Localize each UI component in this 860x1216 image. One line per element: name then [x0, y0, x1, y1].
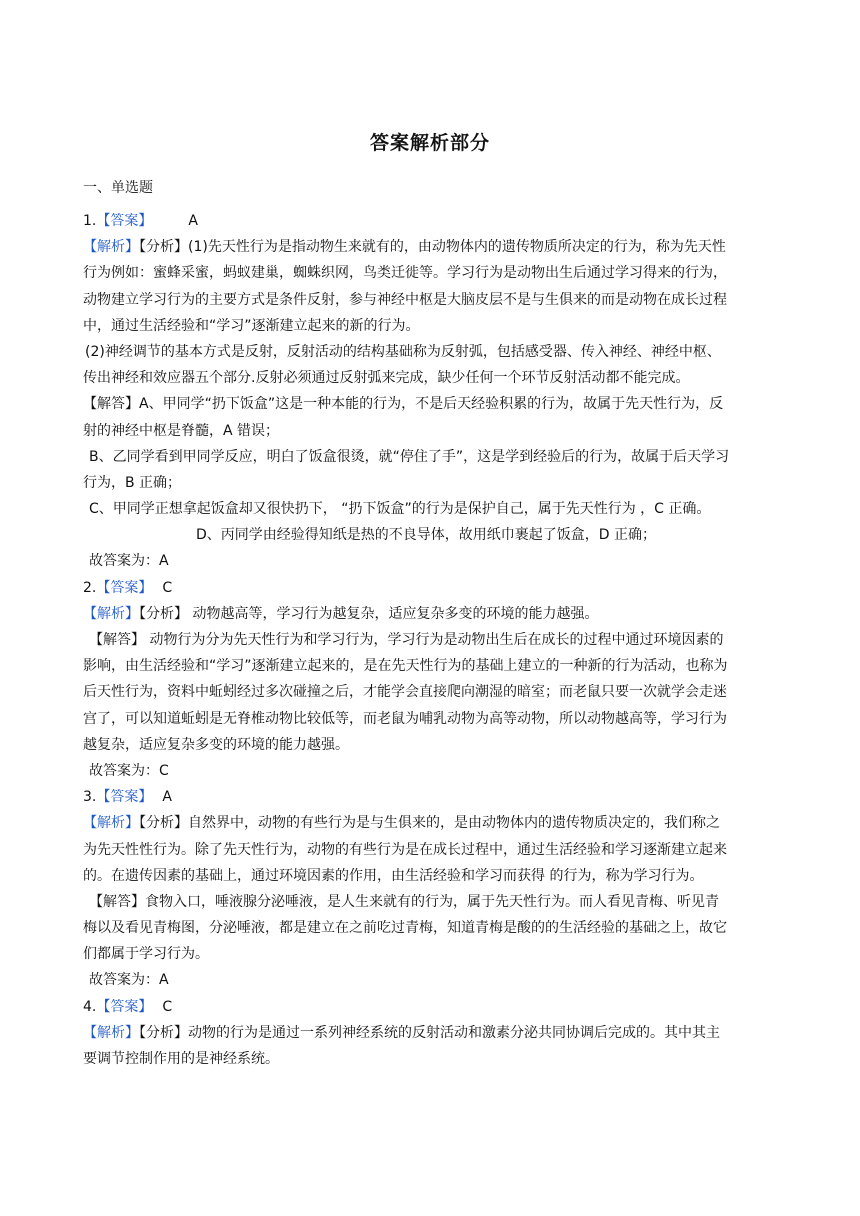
q1-solution-line-3: B、乙同学看到甲同学反应，明白了饭盒很烫，就“停住了手”，这是学到经验后的行为，故属于后天学习 — [89, 448, 730, 465]
q1-analysis-line-2: 行为例如：蜜蜂采蜜，蚂蚁建巢，蜘蛛织网，鸟类迁徙等。学习行为是动物出生后通过学习得来的行为， — [83, 265, 727, 282]
q3-solution-line-2: 梅以及看见青梅图，分泌唾液，都是建立在之前吃过青梅，知道青梅是酸的的生活经验的基础之上，故它 — [83, 920, 727, 937]
q1-solution-line-6: D、丙同学由经验得知纸是热的不良导体，故用纸巾裹起了饭盒，D 正确； — [196, 527, 657, 544]
q3-analysis-line-1 — [83, 810, 778, 836]
q2-jieda-tag: 【解答】 — [89, 632, 145, 648]
q1-jieda-tag: 【解答】 — [83, 396, 139, 413]
q1-solution-text-1: A、甲同学“扔下饭盒”这是一种本能的行为，不是后天经验积累的行为，故属于先天性行为，反 — [139, 396, 724, 413]
q2-answer-value: C — [162, 579, 173, 596]
q2-answer-line — [83, 575, 778, 601]
q3-final-answer: 故答案为：A — [89, 972, 169, 989]
q2-solution-text-1: 动物行为分为先天性行为和学习行为，学习行为是动物出生后在成长的过程中通过环境因素的 — [145, 632, 724, 648]
q1-answer-tag: 【答案】 — [96, 213, 153, 229]
answer-content — [83, 208, 778, 1072]
q1-analysis-line-5: (2)神经调节的基本方式是反射，反射活动的结构基础称为反射弧，包括感受器、传入神经、神经中枢、 — [85, 343, 721, 360]
q1-solution-line-1 — [83, 391, 778, 417]
q3-fenxi-tag: 【分析】 — [139, 815, 188, 832]
q4-analysis-line-2: 要调节控制作用的是神经系统。 — [83, 1051, 279, 1067]
q3-solution-text-1: 食物入口，唾液腺分泌唾液，是人生来就有的行为，属于先天性行为。而人看见青梅、听见青 — [145, 893, 719, 910]
q2-jiexi-tag: 【解析】 — [83, 605, 139, 622]
q1-analysis-line-6: 传出神经和效应器五个部分.反射必须通过反射弧来完成，缺少任何一个环节反射活动都不能完成。 — [83, 370, 690, 387]
q1-answer-line — [83, 208, 778, 234]
q2-solution-line-4: 宫了，可以知道蚯蚓是无脊椎动物比较低等，而老鼠为哺乳动物为高等动物，所以动物越高等，学习行为 — [83, 710, 727, 727]
q4-answer-line — [83, 994, 778, 1020]
q4-fenxi-tag: 【分析】 — [139, 1024, 188, 1041]
q1-analysis-line-3: 动物建立学习行为的主要方式是条件反射，参与神经中枢是大脑皮层不是与生俱来的而是动物在成长过程 — [83, 291, 727, 308]
q3-answer-tag: 【答案】 — [96, 789, 153, 806]
q2-solution-line-3: 后天性行为，资料中蚯蚓经过多次碰撞之后，才能学会直接爬向潮湿的暗室；而老鼠只要一次就学会走迷 — [83, 684, 727, 701]
q3-number: 3. — [83, 789, 97, 806]
q2-analysis-line-1 — [83, 601, 778, 627]
q1-number: 1. — [83, 213, 97, 229]
q2-solution-line-5: 越复杂，适应复杂多变的环境的能力越强。 — [83, 736, 349, 753]
q2-final-answer: 故答案为：C — [89, 762, 169, 779]
q3-analysis-line-3: 的。在遗传因素的基础上，通过环境因素的作用，由生活经验和学习而获得 的行为，称为学习行为。 — [83, 867, 704, 884]
q4-answer-tag: 【答案】 — [96, 998, 153, 1015]
page-title: 答案解析部分 — [369, 132, 490, 154]
q2-fenxi-tag: 【分析】 — [139, 605, 188, 622]
q3-jiexi-tag: 【解析】 — [83, 815, 139, 832]
q4-fenxi-text-1: 动物的行为是通过一系列神经系统的反射活动和激素分泌共同协调后完成的。其中其主 — [188, 1024, 720, 1041]
section-heading: 一、单选题 — [83, 180, 153, 196]
q1-solution-line-2: 射的神经中枢是脊髓，A 错误； — [83, 422, 280, 439]
q3-solution-line-3: 们都属于学习行为。 — [83, 946, 209, 963]
q3-answer-value: A — [162, 789, 172, 806]
q1-fenxi-tag: 【分析】 — [139, 239, 188, 256]
q1-fenxi-text-1: (1)先天性行为是指动物生来就有的，由动物体内的遗传物质所决定的行为，称为先天性 — [188, 239, 726, 256]
q2-number: 2. — [83, 579, 97, 596]
q3-answer-line — [83, 784, 778, 810]
q4-number: 4. — [83, 998, 97, 1015]
q1-analysis-line-4: 中，通过生活经验和“学习”逐渐建立起来的新的行为。 — [83, 317, 420, 334]
q1-jiexi-tag: 【解析】 — [83, 239, 139, 256]
q2-solution-line-2: 影响，由生活经验和“学习”逐渐建立起来的，是在先天性行为的基础上建立的一种新的行为活动，也称为 — [83, 658, 728, 675]
q1-answer-value: A — [188, 213, 198, 229]
q2-solution-line-1 — [83, 627, 778, 653]
q3-analysis-line-2: 为先天性性行为。除了先天性行为，动物的有些行为是在成长过程中，通过生活经验和学习逐渐建立起来 — [83, 841, 727, 858]
q4-jiexi-tag: 【解析】 — [83, 1024, 139, 1041]
q2-fenxi-text-1: 动物越高等，学习行为越复杂，适应复杂多变的环境的能力越强。 — [188, 605, 599, 622]
q1-solution-line-5: C、甲同学正想拿起饭盒却又很快扔下， “扔下饭盒”的行为是保护自己，属于先天性行为 ，C 正确。 — [89, 501, 711, 518]
q3-jieda-tag: 【解答】 — [89, 893, 145, 910]
q4-answer-value: C — [162, 998, 173, 1015]
q1-solution-line-4: 行为，B 正确； — [83, 474, 182, 491]
q1-final-answer: 故答案为：A — [89, 553, 169, 570]
q3-fenxi-text-1: 自然界中，动物的有些行为是与生俱来的，是由动物体内的遗传物质决定的，我们称之 — [188, 815, 720, 832]
q2-answer-tag: 【答案】 — [96, 579, 153, 596]
q4-analysis-line-1 — [83, 1020, 778, 1046]
q1-analysis-line-1 — [83, 234, 778, 260]
q3-solution-line-1 — [83, 889, 778, 915]
